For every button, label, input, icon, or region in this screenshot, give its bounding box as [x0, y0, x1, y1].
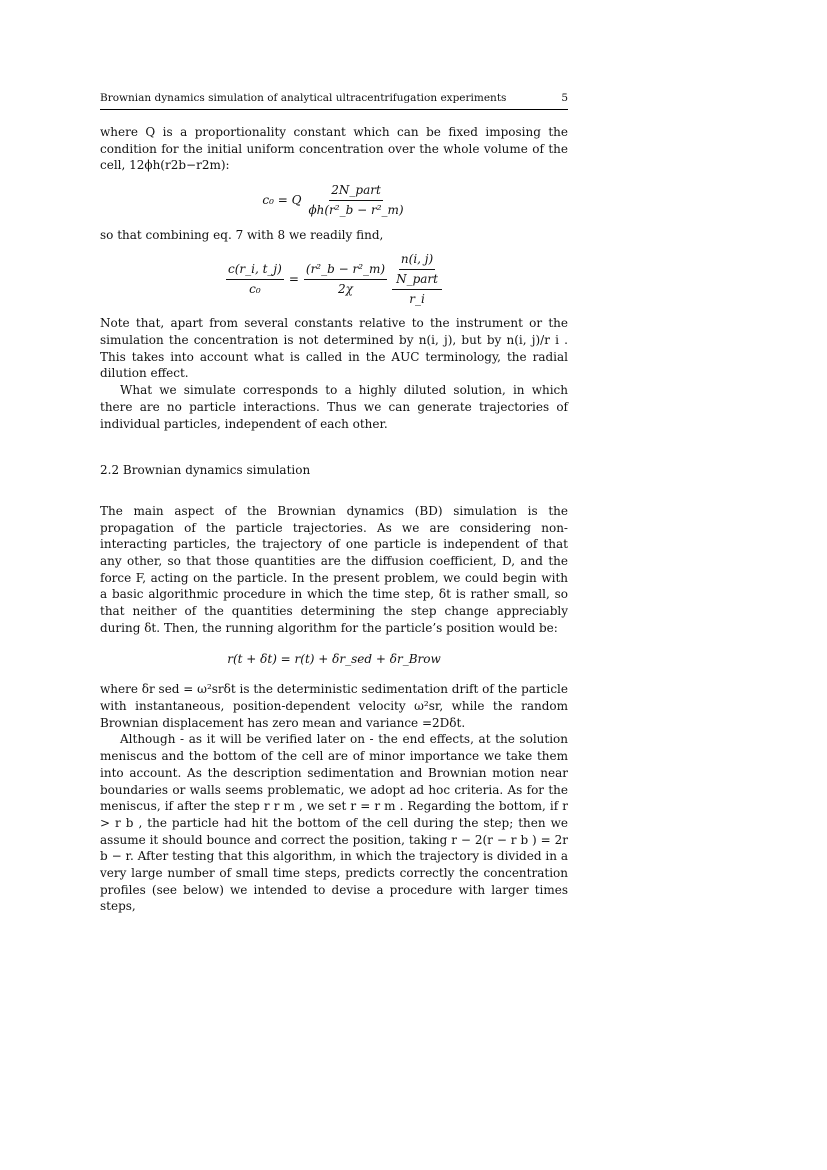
equation-c0-numerator: 2N_part	[329, 182, 383, 201]
equation-position-update	[100, 651, 568, 668]
equation-concentration-ratio	[100, 251, 568, 307]
ratio-right-denominator: r_i	[409, 291, 425, 306]
equation-c0-denominator: ϕh(r²_b − r²_m)	[308, 202, 404, 217]
main-text	[100, 124, 568, 915]
paragraph-3: Note that, apart from several constants relative to the instrument or the simulation the concentration is not determined by n(i, j), but by n(i, j)/r i . This takes into account what is called in the AUC terminology, the radial dilution effect.	[100, 316, 568, 381]
paragraph-5: The main aspect of the Brownian dynamics (BD) simulation is the propagation of the particle trajectories. As we are considering non-interacting particles, the trajectory of one particle is independent of that any other, so that those quantities are the diffusion coefficient, D, and the force F, acting on the particle. In the present problem, we could begin with a basic algorithmic procedure in which the time step, δt is rather small, so that neither of the quantities determining the step change appreciably during δt. Then, the running algorithm for the particle’s position would be:	[100, 503, 568, 635]
ratio-right-fraction	[392, 251, 442, 307]
section-heading: 2.2 Brownian dynamics simulation	[100, 463, 311, 478]
ratio-right-numerator	[392, 251, 442, 289]
ratio-inner-denominator: N_part	[396, 271, 438, 286]
equation-c0-lhs: c₀ = Q	[262, 192, 302, 207]
paragraph-7: Although - as it will be verified later on - the end effects, at the solution meniscus and the bottom of the cell are of minor importance we take them into account. As the description sedimentation and Brownian motion near boundaries or walls seems problematic, we adopt ad hoc criteria. As for the meniscus, if after the step r r m , we set r = r m . Regarding the bottom, if r > r b , the particle had hit the bottom of the cell during the step; then we assume it should bounce and correct the position, taking r − 2(r − r b ) = 2r b − r. After testing that this algorithm, in which the trajectory is divided in a very large number of small time steps, predicts correctly the concentration profiles (see below) we intended to devise a procedure with larger times steps,	[100, 732, 568, 914]
ratio-lhs-fraction	[226, 261, 284, 297]
paragraph-1: where Q is a proportionality constant which can be fixed imposing the condition for the initial uniform concentration over the whole volume of the cell, 12ϕh(r2b−r2m):	[100, 125, 568, 173]
equation-c0-fraction	[306, 182, 405, 218]
running-title: Brownian dynamics simulation of analytical ultracentrifugation experiments	[100, 92, 507, 104]
ratio-mid-fraction	[304, 261, 387, 297]
ratio-mid-numerator: (r²_b − r²_m)	[304, 261, 387, 280]
ratio-inner-fraction	[394, 251, 440, 287]
ratio-lhs-numerator: c(r_i, t_j)	[226, 261, 284, 280]
ratio-equals: =	[288, 271, 299, 286]
page-number: 5	[561, 92, 568, 104]
paragraph-2: so that combining eq. 7 with 8 we readily find,	[100, 227, 384, 242]
paragraph-6: where δr sed = ω²srδt is the deterministic sedimentation drift of the particle with instantaneous, position-dependent velocity ω²sr, while the random Brownian displacement has zero mean and variance =2Dδt.	[100, 682, 568, 730]
equation-position-update-text: r(t + δt) = r(t) + δr_sed + δr_Brow	[227, 651, 441, 666]
ratio-mid-denominator: 2χ	[338, 281, 353, 296]
ratio-lhs-denominator: c₀	[249, 281, 261, 296]
equation-c0	[100, 182, 568, 218]
ratio-inner-numerator: n(i, j)	[399, 251, 435, 270]
paragraph-4: What we simulate corresponds to a highly diluted solution, in which there are no particle interactions. Thus we can generate trajectories of individual particles, independent of each other.	[100, 383, 568, 431]
running-header	[100, 91, 568, 110]
